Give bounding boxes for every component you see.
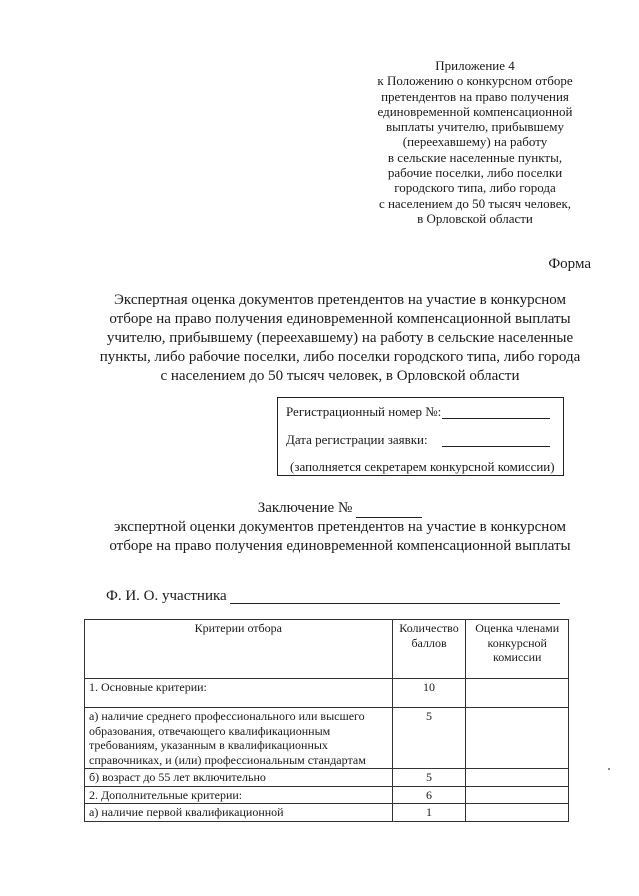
score-cell[interactable] <box>466 769 569 787</box>
registration-box <box>277 397 564 476</box>
criteria-cell: 2. Дополнительные критерии: <box>85 786 393 804</box>
table-row <box>85 679 569 708</box>
title-line: пункты, либо рабочие поселки, либо поселки городского типа, либо города <box>99 349 581 365</box>
conclusion-line: экспертной оценки документов претендентов на участие в конкурсном <box>113 519 567 535</box>
appendix-line: выплаты учителю, прибывшему <box>386 119 564 135</box>
header-score: Оценка членами конкурсной комиссии <box>466 620 569 679</box>
score-cell[interactable] <box>466 708 569 769</box>
criteria-cell: а) наличие среднего профессионального или высшего образования, отвечающего квалификационным требованиям, указанным в квалификационных справочниках, и (или) профессиональным стандартам <box>85 708 393 769</box>
appendix-line: в Орловской области <box>417 210 533 226</box>
scan-speck <box>608 768 610 770</box>
registration-date-label: Дата регистрации заявки: <box>286 432 428 447</box>
points-cell: 10 <box>392 679 466 708</box>
appendix-line: претендентов на право получения <box>381 88 569 104</box>
table-row <box>85 786 569 804</box>
conclusion-heading <box>80 499 600 518</box>
criteria-cell: а) наличие первой квалификационной <box>85 804 393 822</box>
conclusion-number-field[interactable] <box>356 503 422 518</box>
score-cell[interactable] <box>466 804 569 822</box>
table-row <box>85 804 569 822</box>
points-cell: 5 <box>392 769 466 787</box>
appendix-line: (переехавшему) на работу <box>402 134 548 150</box>
conclusion-heading-text: Заключение № <box>257 500 353 516</box>
criteria-table <box>84 619 569 822</box>
title-line: учителю, прибывшему (переехавшему) на работу в сельские населенные <box>106 330 574 346</box>
form-label: Форма <box>548 256 591 272</box>
registration-number-field[interactable] <box>442 418 550 419</box>
appendix-line: городского типа, либо города <box>394 180 556 196</box>
registration-note: (заполняется секретарем конкурсной комиссии) <box>290 459 555 474</box>
appendix-line: рабочие поселки, либо поселки <box>387 165 563 181</box>
title-line: Экспертная оценка документов претендентов на участие в конкурсном <box>114 292 566 308</box>
points-cell: 1 <box>392 804 466 822</box>
table-header-row <box>85 620 569 679</box>
criteria-cell: б) возраст до 55 лет включительно <box>85 769 393 787</box>
appendix-line: к Положению о конкурсном отборе <box>377 73 573 89</box>
appendix-line: с населением до 50 тысяч человек, <box>378 195 572 211</box>
appendix-line: единовременной компенсационной <box>377 103 573 119</box>
table-row <box>85 708 569 769</box>
header-criteria: Критерии отбора <box>85 620 393 679</box>
participant-name-field[interactable] <box>230 603 560 604</box>
criteria-cell: 1. Основные критерии: <box>85 679 393 708</box>
conclusion-section <box>80 499 600 556</box>
registration-number-label: Регистрационный номер №: <box>286 404 442 419</box>
appendix-line: в сельские населенные пункты, <box>387 149 563 165</box>
appendix-reference <box>340 58 610 226</box>
participant-label: Ф. И. О. участника <box>106 588 227 604</box>
registration-date-field[interactable] <box>442 446 550 447</box>
title-line: с населением до 50 тысяч человек, в Орловской области <box>160 368 520 384</box>
appendix-line: Приложение 4 <box>435 58 515 73</box>
conclusion-line: отборе на право получения единовременной компенсационной выплаты <box>109 538 571 554</box>
table-row <box>85 769 569 787</box>
score-cell[interactable] <box>466 786 569 804</box>
points-cell: 5 <box>392 708 466 769</box>
document-title <box>80 291 600 386</box>
header-points: Количество баллов <box>392 620 466 679</box>
title-line: отборе на право получения единовременной компенсационной выплаты <box>109 311 571 327</box>
points-cell: 6 <box>392 786 466 804</box>
score-cell[interactable] <box>466 679 569 708</box>
